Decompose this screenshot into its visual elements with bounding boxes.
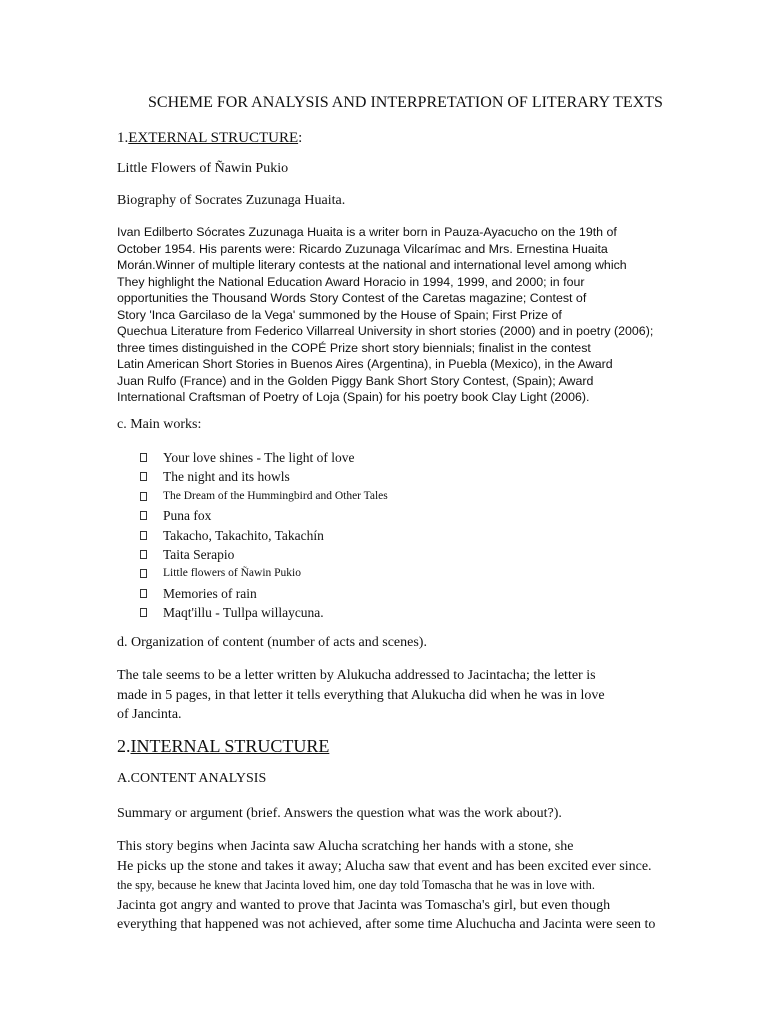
list-item-label: Your love shines - The light of love bbox=[163, 450, 355, 465]
biography-line: Ivan Edilberto Sócrates Zuzunaga Huaita is a writer born in Pauza-Ayacucho on the 19th of bbox=[117, 225, 617, 239]
biography-paragraph bbox=[117, 224, 654, 406]
summary-line: Jacinta got angry and wanted to prove that Jacinta was Tomascha's girl, but even though bbox=[117, 897, 611, 913]
organization-line: of Jancinta. bbox=[117, 707, 182, 722]
main-works-list bbox=[140, 448, 388, 623]
bullet-icon bbox=[140, 453, 147, 462]
summary-line: He picks up the stone and takes it away; Alucha saw that event and has been excited ever since. bbox=[117, 858, 652, 874]
list-item-label: Taita Serapio bbox=[163, 546, 235, 562]
list-item bbox=[140, 506, 388, 525]
list-item bbox=[140, 526, 388, 545]
bullet-icon bbox=[140, 472, 147, 481]
biography-line: Quechua Literature from Federico Villarreal University in short stories (2000) and in poetry (2006); bbox=[117, 324, 654, 338]
list-item bbox=[140, 564, 388, 583]
summary-heading: Summary or argument (brief. Answers the question what was the work about?). bbox=[117, 806, 562, 821]
summary-line: the spy, because he knew that Jacinta loved him, one day told Tomascha that he was in love with. bbox=[117, 878, 595, 892]
bullet-icon bbox=[140, 589, 147, 598]
work-title: Little Flowers of Ñawin Pukio bbox=[117, 161, 289, 176]
organization-line: made in 5 pages, in that letter it tells everything that Alukucha did when he was in love bbox=[117, 687, 605, 703]
biography-line: opportunities the Thousand Words Story Contest of the Caretas magazine; Contest of bbox=[117, 291, 587, 305]
biography-line: October 1954. His parents were: Ricardo Zuzunaga Vilcarímac and Mrs. Ernestina Huaita bbox=[117, 241, 608, 256]
bullet-icon bbox=[140, 550, 147, 559]
organization-heading: d. Organization of content (number of acts and scenes). bbox=[117, 635, 427, 650]
biography-line: Morán.Winner of multiple literary contests at the national and international level among which bbox=[117, 258, 627, 272]
list-item-label: Little flowers of Ñawin Pukio bbox=[163, 567, 301, 580]
bullet-icon bbox=[140, 511, 147, 520]
biography-heading: Biography of Socrates Zuzunaga Huaita. bbox=[117, 193, 346, 208]
section-1-number: 1. bbox=[117, 130, 129, 146]
content-analysis-heading: A.CONTENT ANALYSIS bbox=[117, 771, 267, 786]
list-item-label: Maqt'illu - Tullpa willaycuna. bbox=[163, 605, 324, 621]
list-item-label: Memories of rain bbox=[163, 585, 257, 601]
list-item bbox=[140, 584, 388, 603]
section-1-title: EXTERNAL STRUCTURE bbox=[128, 130, 299, 146]
biography-line: Story 'Inca Garcilaso de la Vega' summoned by the House of Spain; First Prize of bbox=[117, 307, 562, 322]
list-item-label: Takacho, Takachito, Takachín bbox=[163, 527, 324, 543]
main-works-heading: c. Main works: bbox=[117, 417, 202, 432]
section-2-title: INTERNAL STRUCTURE bbox=[130, 736, 330, 756]
list-item-label: The Dream of the Hummingbird and Other Tales bbox=[163, 489, 388, 502]
list-item-label: The night and its howls bbox=[163, 469, 290, 485]
biography-line: Latin American Short Stories in Buenos Aires (Argentina), in Puebla (Mexico), in the Award bbox=[117, 357, 613, 371]
section-1-suffix: : bbox=[298, 130, 303, 146]
list-item bbox=[140, 545, 388, 564]
bullet-icon bbox=[140, 531, 147, 540]
biography-line: International Craftsman of Poetry of Loja (Spain) for his poetry book Clay Light (2006). bbox=[117, 390, 590, 404]
biography-line: three times distinguished in the COPÉ Prize short story biennials; finalist in the contest bbox=[117, 340, 591, 355]
summary-line: everything that happened was not achieved, after some time Aluchucha and Jacinta were seen to bbox=[117, 917, 656, 932]
bullet-icon bbox=[140, 569, 147, 578]
list-item bbox=[140, 448, 388, 467]
bullet-icon bbox=[140, 608, 147, 617]
section-2-heading bbox=[117, 736, 329, 757]
organization-paragraph bbox=[117, 666, 605, 725]
list-item bbox=[140, 487, 388, 506]
biography-line: They highlight the National Education Award Horacio in 1994, 1999, and 2000; in four bbox=[117, 274, 585, 289]
biography-line: Juan Rulfo (France) and in the Golden Piggy Bank Short Story Contest, (Spain); Award bbox=[117, 373, 594, 388]
organization-line: The tale seems to be a letter written by Alukucha addressed to Jacintacha; the letter is bbox=[117, 668, 596, 683]
section-1-heading bbox=[117, 130, 302, 147]
bullet-icon bbox=[140, 492, 147, 501]
list-item-label: Puna fox bbox=[163, 508, 212, 524]
section-2-number: 2. bbox=[117, 736, 131, 756]
list-item bbox=[140, 603, 388, 622]
list-item bbox=[140, 467, 388, 486]
summary-line: This story begins when Jacinta saw Alucha scratching her hands with a stone, she bbox=[117, 839, 574, 854]
document-title: SCHEME FOR ANALYSIS AND INTERPRETATION OF LITERARY TEXTS bbox=[148, 94, 663, 111]
summary-paragraph bbox=[117, 837, 655, 935]
